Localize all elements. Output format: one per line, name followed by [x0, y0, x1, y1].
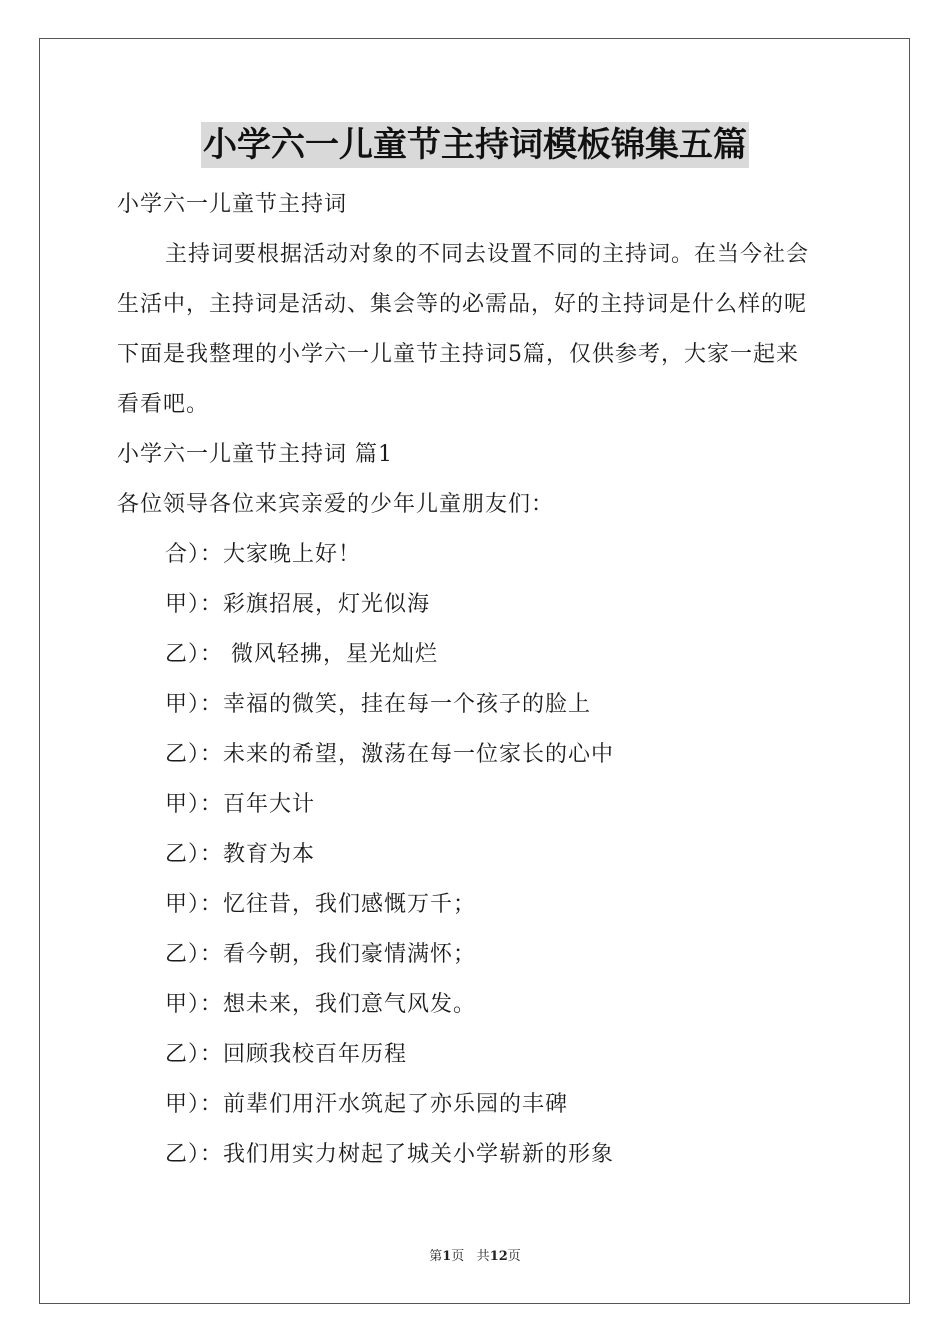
document-title: 小学六一儿童节主持词模板锦集五篇: [201, 122, 749, 168]
document-body: [117, 180, 837, 1180]
dialogue-line: 乙）：未来的希望，激荡在每一位家长的心中: [165, 742, 615, 767]
dialogue-line: 合）：大家晚上好！: [165, 542, 362, 567]
footer-prefix: 第: [429, 1249, 443, 1264]
intro-line: 看看吧。: [117, 392, 210, 417]
intro-line: 生活中，主持词是活动、集会等的必需品，好的主持词是什么样的呢: [117, 292, 808, 317]
total-pages: 12: [489, 1249, 508, 1264]
intro-line: 下面是我整理的小学六一儿童节主持词5篇，仅供参考，大家一起来: [117, 342, 799, 367]
section-heading: 小学六一儿童节主持词 篇1: [117, 442, 393, 467]
dialogue-line: 乙）：教育为本: [165, 842, 316, 867]
dialogue-line: 甲）：百年大计: [165, 792, 316, 817]
page-number: 1: [442, 1249, 452, 1264]
dialogue-line: 乙）：看今朝，我们豪情满怀；: [165, 942, 477, 967]
dialogue-line: 乙）：回顾我校百年历程: [165, 1042, 408, 1067]
dialogue-line: 甲）：幸福的微笑，挂在每一个孩子的脸上: [165, 692, 592, 717]
dialogue-line: 甲）：前辈们用汗水筑起了亦乐园的丰碑: [165, 1092, 569, 1117]
dialogue-line: 乙）： 微风轻拂，星光灿烂: [165, 642, 438, 667]
dialogue-line: 乙）：我们用实力树起了城关小学崭新的形象: [165, 1142, 615, 1167]
page-footer: [0, 1245, 950, 1264]
intro-paragraph: [117, 230, 837, 430]
greeting: 各位领导各位来宾亲爱的少年儿童朋友们：: [117, 492, 555, 517]
intro-line: 主持词要根据活动对象的不同去设置不同的主持词。在当今社会: [165, 242, 810, 267]
dialogue-line: 甲）：想未来，我们意气风发。: [165, 992, 477, 1017]
footer-total-prefix: 共: [476, 1249, 490, 1264]
title-container: [0, 122, 950, 168]
footer-page-suffix: 页: [451, 1249, 465, 1264]
subtitle: 小学六一儿童节主持词: [117, 192, 348, 217]
dialogue-list: [117, 530, 837, 1180]
footer-total-suffix: 页: [507, 1249, 521, 1264]
dialogue-line: 甲）：忆往昔，我们感慨万千；: [165, 892, 477, 917]
dialogue-line: 甲）：彩旗招展，灯光似海: [165, 592, 431, 617]
